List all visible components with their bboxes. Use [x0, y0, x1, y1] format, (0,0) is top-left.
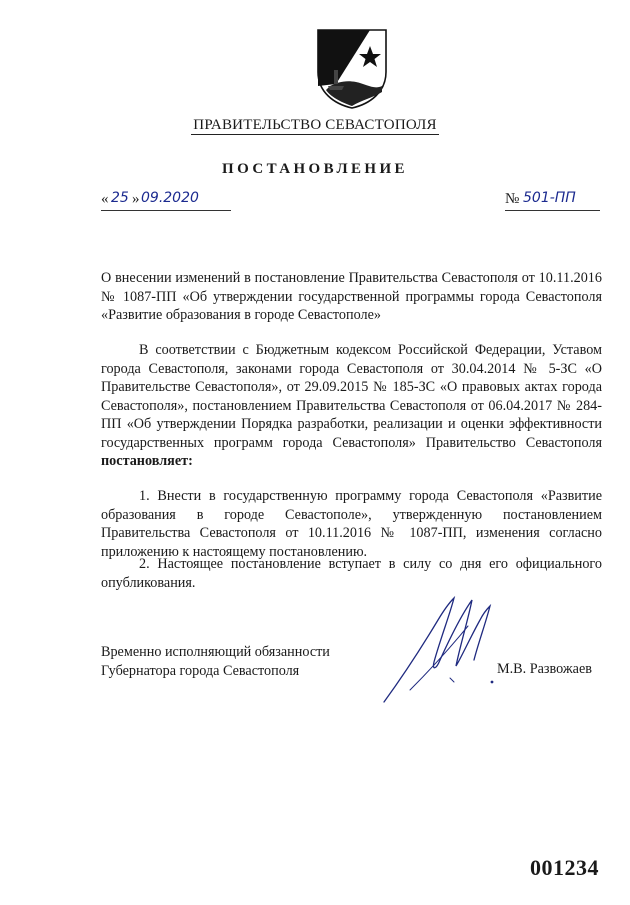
document-number	[505, 190, 600, 211]
date-close-quote: »	[132, 191, 140, 207]
clause-1: 1. Внести в государственную программу города Севастополя «Развитие образования в городе Севастополе», утвержденную постановлением Правительства Севастополя от 10.11.2016 № 1087-ПП, изменения согласно приложению к настоящему постановлению.	[101, 488, 602, 560]
serial-number: 001234	[530, 855, 599, 880]
clause-2: 2. Настоящее постановление вступает в силу со дня его официального опубликования.	[101, 556, 602, 591]
signatory-position	[101, 643, 330, 680]
handwritten-signature	[380, 590, 520, 710]
coat-of-arms-emblem	[312, 26, 392, 110]
coat-of-arms-icon	[312, 26, 392, 110]
document-date	[101, 190, 231, 211]
preamble-text: В соответствии с Бюджетным кодексом Российской Федерации, Уставом города Севастополя, законами города Севастополя от 30.04.2014 № 5-ЗС «О Правительстве Севастополя», от 29.09.2015 № 185-ЗС «О правовых актах города Севастополя», постановлением Правительства Севастополя от 06.04.2017 № 284-ПП «Об утверждении Порядка разработки, реализации и оценки эффективности государственных программ города Севастополя» Правительство Севастополя	[101, 342, 602, 451]
preamble-keyword: постановляет:	[101, 453, 193, 469]
number-value: 501-ПП	[523, 190, 576, 206]
preamble-paragraph	[101, 341, 602, 471]
organization-name	[0, 117, 630, 134]
date-day: 25	[111, 190, 129, 206]
number-sign: №	[505, 191, 520, 207]
date-month-year: 09.2020	[141, 190, 199, 206]
document-type-title: ПОСТАНОВЛЕНИЕ	[222, 161, 408, 177]
document-subject: О внесении изменений в постановление Правительства Севастополя от 10.11.2016 № 1087-ПП «Об утверждении государственной программы города Севастополя «Развитие образования в городе Севастополе»	[101, 270, 602, 324]
date-open-quote: «	[101, 191, 109, 207]
signatory-name: М.В. Развожаев	[497, 661, 592, 677]
signatory-position-line-2: Губернатора города Севастополя	[101, 662, 300, 679]
signatory-position-line-1: Временно исполняющий обязанности	[101, 644, 330, 660]
signature-icon	[380, 590, 520, 710]
organization-text: ПРАВИТЕЛЬСТВО СЕВАСТОПОЛЯ	[193, 117, 437, 133]
